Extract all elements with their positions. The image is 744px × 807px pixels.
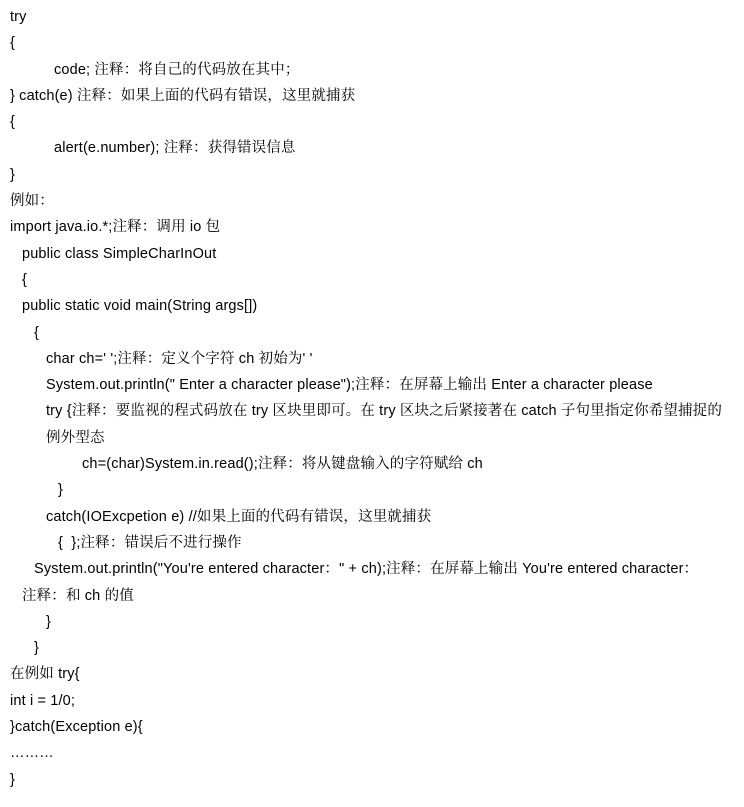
document-line: import java.io.*;注释：调用 io 包 bbox=[10, 219, 221, 236]
document-line: try {注释：要监视的程式码放在 try 区块里即可。在 try 区块之后紧接著在 catch 子句里指定你希望捕捉的例外型态 bbox=[46, 403, 723, 446]
document-line: } bbox=[10, 771, 15, 788]
document-line: try bbox=[10, 9, 27, 25]
document-line: char ch=' ';注释：定义个字符 ch 初始为' ' bbox=[46, 350, 313, 367]
document-line: System.out.println("You're entered character：" + ch);注释：在屏幕上输出 You're entered character： bbox=[34, 561, 699, 578]
document-line: { bbox=[10, 114, 15, 131]
document-line: code; 注释：将自己的代码放在其中； bbox=[54, 61, 300, 78]
document-line: } bbox=[46, 613, 51, 630]
document-line: }catch(Exception e){ bbox=[10, 719, 143, 736]
document-line: 例如： bbox=[10, 193, 54, 210]
document-line: { };注释：错误后不进行操作 bbox=[58, 534, 242, 551]
document-line: System.out.println(" Enter a character please");注释：在屏幕上输出 Enter a character please bbox=[46, 377, 653, 394]
document-line: ……… bbox=[10, 745, 54, 762]
document-line: public class SimpleCharInOut bbox=[22, 245, 217, 262]
document-line: } catch(e) 注释：如果上面的代码有错误，这里就捕获 bbox=[10, 87, 356, 104]
document-line: { bbox=[10, 35, 15, 52]
document-line: int i = 1/0; bbox=[10, 692, 76, 709]
document-line: { bbox=[34, 324, 39, 341]
document-line: alert(e.number); 注释：获得错误信息 bbox=[54, 140, 296, 157]
document-line: 注释：和 ch 的值 bbox=[22, 587, 134, 604]
document-line: public static void main(String args[]) bbox=[22, 298, 258, 315]
document-line: 在例如 try{ bbox=[10, 666, 80, 683]
document-line: } bbox=[58, 482, 63, 499]
document-line: { bbox=[22, 271, 27, 288]
document-line: } bbox=[34, 640, 39, 657]
document-line: catch(IOExcpetion e) //如果上面的代码有错误，这里就捕获 bbox=[46, 508, 432, 525]
document-line: ch=(char)System.in.read();注释：将从键盘输入的字符赋给 ch bbox=[82, 456, 483, 473]
document-line: } bbox=[10, 166, 15, 183]
